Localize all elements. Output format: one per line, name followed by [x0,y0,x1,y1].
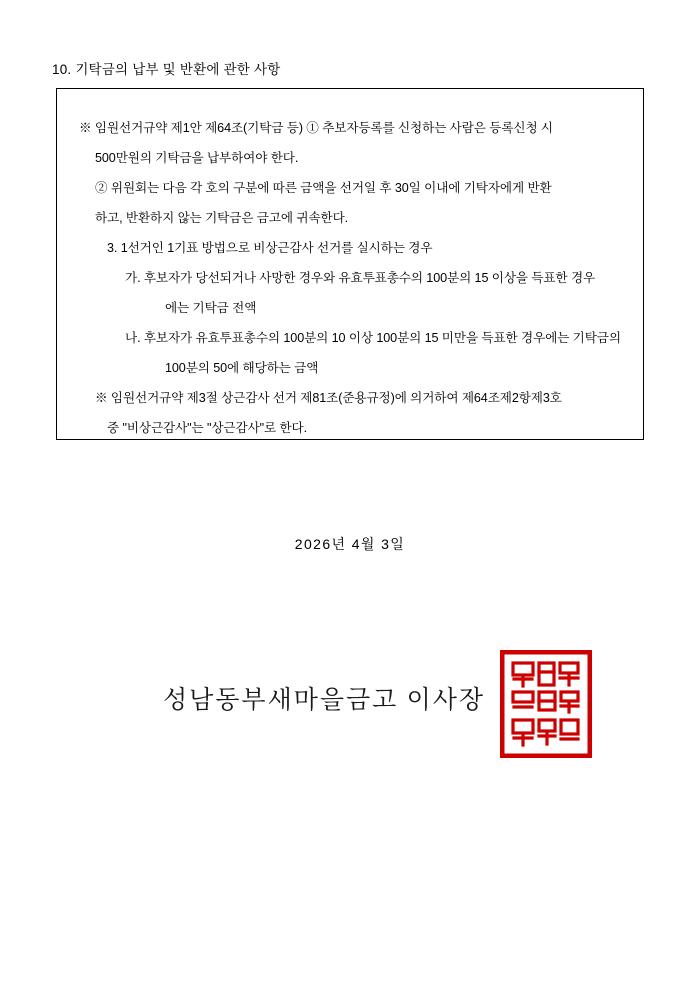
organization-name: 성남동부새마을금고 이사장 [162,687,486,714]
provision-line: 100분의 50에 해당하는 금액 [165,361,319,375]
official-seal-icon [500,650,592,758]
provision-line: 가. 후보자가 당선되거나 사망한 경우와 유효투표총수의 100분의 15 이상을 득표한 경우 [125,271,596,285]
signature-block [0,680,700,716]
provision-line: ※ 임원선거규약 제3절 상근감사 선거 제81조(준용규정)에 의거하여 제64조제2항제3호 [95,391,562,405]
provision-line: 500만원의 기탁금을 납부하여야 한다. [95,151,299,165]
provision-box [56,88,644,440]
document-date: 2026년 4월 3일 [294,536,406,552]
provision-line: 중 "비상근감사"는 "상근감사"로 한다. [107,421,307,435]
provision-line: ※ 임원선거규약 제1안 제64조(기탁금 등) ① 추보자등록를 신청하는 사람은 등록신청 시 [79,121,553,135]
provision-line: 하고, 반환하지 않는 기탁금은 금고에 귀속한다. [95,211,349,225]
provision-line: ② 위원회는 다음 각 호의 구분에 따른 금액을 선거일 후 30일 이내에 기탁자에게 반환 [95,181,552,195]
provision-line: 3. 1선거인 1기표 방법으로 비상근감사 선거를 실시하는 경우 [107,241,433,255]
page-title: 10. 기탁금의 납부 및 반환에 관한 사항 [52,62,281,77]
provision-line: 나. 후보자가 유효투표총수의 100분의 10 이상 100분의 15 미만을 득표한 경우에는 기탁금의 [125,331,621,345]
provision-line: 에는 기탁금 전액 [165,301,257,315]
